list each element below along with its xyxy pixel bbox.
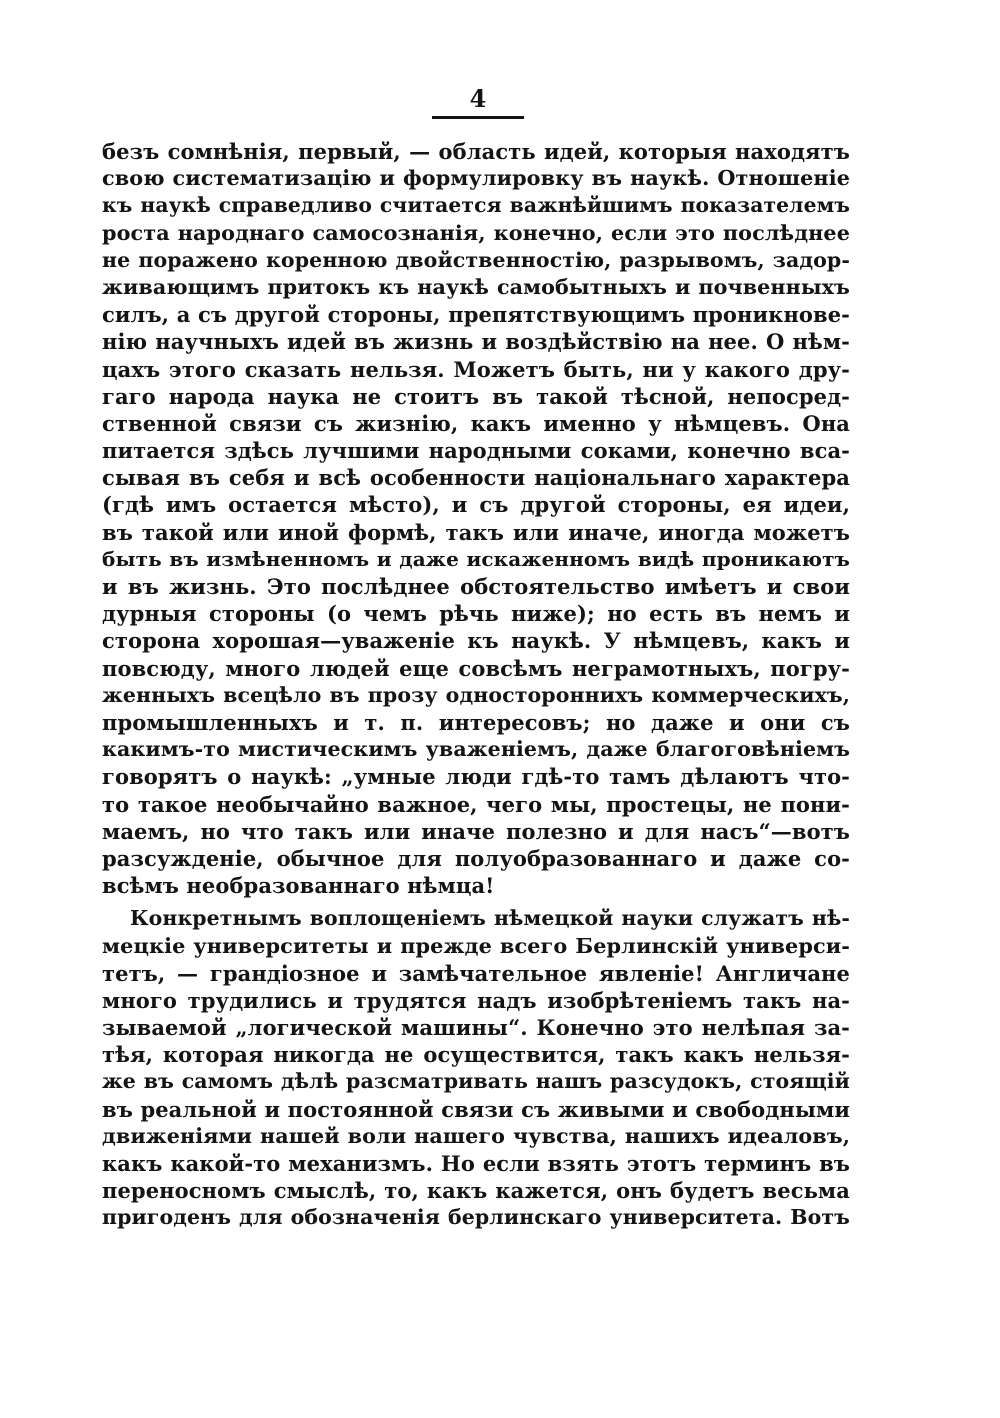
text-line: въ реальной и постоянной связи съ живыми и свободными: [102, 1096, 850, 1122]
page-number-underline: [432, 116, 524, 119]
text-line: тѣя, которая никогда не осуществится, такъ какъ нельзя-: [102, 1042, 850, 1068]
text-line: пригоденъ для обозначенія берлинскаго университета. Вотъ: [102, 1205, 850, 1230]
text-line: не поражено коренною двойственностію, разрывомъ, задор-: [102, 247, 850, 272]
text-line: и въ жизнь. Это послѣднее обстоятельство имѣетъ и свои: [102, 574, 850, 599]
text-line: же въ самомъ дѣлѣ разсматривать нашъ разсудокъ, стоящій: [102, 1069, 850, 1094]
paragraph: [102, 905, 850, 1231]
text-line: женныхъ всецѣло въ прозу одностороннихъ коммерческихъ,: [102, 682, 850, 707]
text-line: живающимъ притокъ къ наукѣ самобытныхъ и почвенныхъ: [102, 274, 850, 299]
text-line: зываемой „логической машины“. Конечно это нелѣпая за-: [102, 1015, 850, 1040]
text-line: то такое необычайно важное, чего мы, простецы, не пони-: [102, 791, 850, 817]
page-number: 4: [469, 84, 487, 113]
text-line: быть въ измѣненномъ и даже искаженномъ видѣ проникаютъ: [102, 546, 850, 571]
text-line: роста народнаго самосознанія, конечно, если это послѣднее: [102, 220, 850, 245]
text-line: переносномъ смыслѣ, то, какъ кажется, онъ будетъ весьма: [102, 1178, 850, 1204]
text-line: въ такой или иной формѣ, такъ или иначе, иногда можетъ: [102, 519, 850, 545]
text-line: нію научныхъ идей въ жизнь и воздѣйствію на нее. О нѣм-: [102, 329, 850, 355]
text-line: всѣмъ необразованнаго нѣмца!: [102, 873, 495, 899]
text-line: тетъ, — грандіозное и замѣчательное явленіе! Англичане: [102, 960, 850, 986]
text-line: ственной связи съ жизнію, какъ именно у нѣмцевъ. Она: [102, 410, 850, 436]
text-line: разсужденіе, обычное для полуобразованнаго и даже со-: [102, 845, 850, 871]
text-line: движеніями нашей воли нашего чувства, нашихъ идеаловъ,: [102, 1123, 850, 1148]
text-line: какъ какой-то механизмъ. Но если взять этотъ терминъ въ: [102, 1150, 850, 1176]
text-line: цахъ этого сказать нельзя. Можетъ быть, ни у какого дру-: [102, 356, 850, 382]
paragraph: [102, 138, 850, 899]
text-line: какимъ-то мистическимъ уваженіемъ, даже благоговѣніемъ: [102, 737, 850, 762]
text-line: повсюду, много людей еще совсѣмъ неграмотныхъ, погру-: [102, 655, 850, 681]
text-line: сторона хорошая—уваженіе къ наукѣ. У нѣмцевъ, какъ и: [102, 628, 850, 654]
text-line: мецкіе университеты и прежде всего Берлинскій универси-: [102, 933, 850, 959]
text-line: промышленныхъ и т. п. интересовъ; но даже и они съ: [102, 709, 850, 735]
text-line: къ наукѣ справедливо считается важнѣйшимъ показателемъ: [102, 193, 850, 218]
text-line: питается здѣсь лучшими народными соками, конечно вса-: [102, 438, 850, 464]
text-line: свою систематизацію и формулировку въ наукѣ. Отношеніе: [102, 166, 850, 191]
text-line: (гдѣ имъ остается мѣсто), и съ другой стороны, ея идеи,: [102, 492, 850, 518]
text-line: силъ, а съ другой стороны, препятствующимъ проникнове-: [102, 302, 850, 328]
text-line: говорятъ о наукѣ: „умные люди гдѣ-то тамъ дѣлаютъ что-: [102, 764, 850, 790]
text-body: [102, 138, 850, 1232]
text-line: гаго народа наука не стоитъ въ такой тѣсной, непосред-: [102, 383, 850, 409]
text-line: много трудились и трудятся надъ изобрѣтеніемъ такъ на-: [102, 987, 850, 1013]
text-line: дурныя стороны (о чемъ рѣчь ниже); но есть въ немъ и: [102, 601, 850, 627]
text-line: Конкретнымъ воплощеніемъ нѣмецкой науки служатъ нѣ-: [130, 906, 850, 931]
text-line: безъ сомнѣнія, первый, — область идей, которыя находятъ: [102, 139, 850, 164]
text-line: маемъ, но что такъ или иначе полезно и для насъ“—вотъ: [102, 818, 850, 844]
text-line: сывая въ себя и всѣ особенности національнаго характера: [102, 465, 850, 491]
